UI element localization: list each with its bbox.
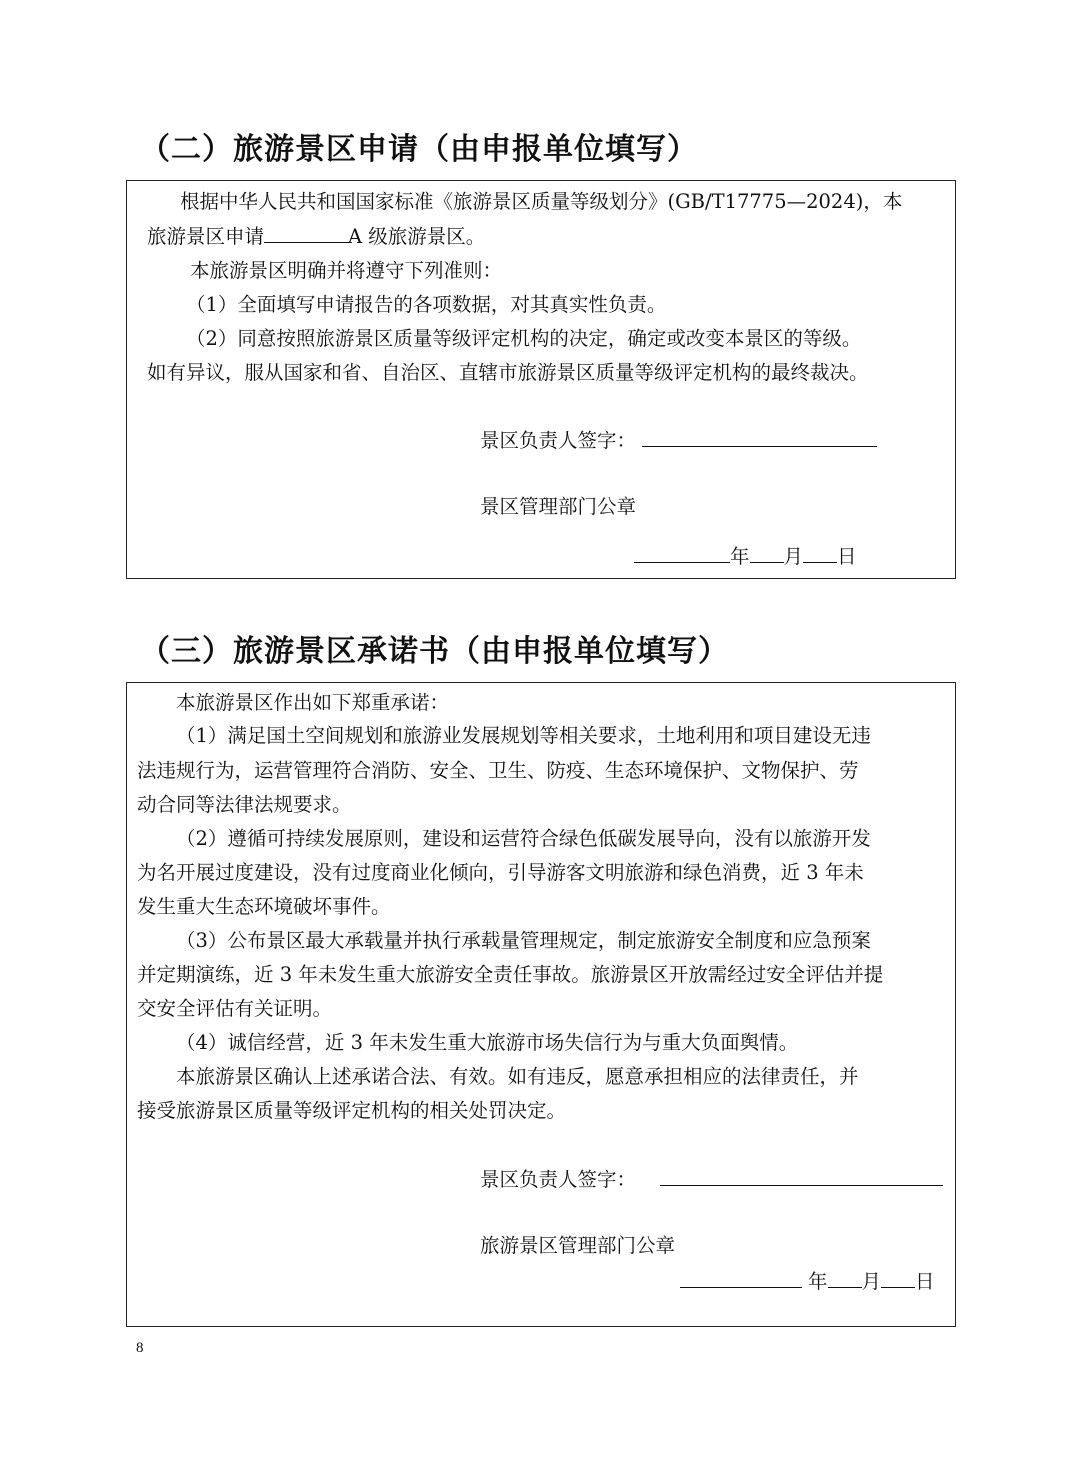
- application-seal-label: 景区管理部门公章: [480, 495, 637, 518]
- commitment-item-2-line-3: 发生重大生态环境破坏事件。: [137, 895, 391, 918]
- application-day-blank[interactable]: [803, 542, 837, 563]
- application-signature-label: 景区负责人签字：: [480, 429, 637, 452]
- application-date-row: [634, 542, 857, 571]
- application-paragraph-4-line-1: （2）同意按照旅游景区质量等级评定机构的决定，确定或改变本景区的等级。: [186, 327, 862, 350]
- section3-title: （三）旅游景区承诺书（由申报单位填写）: [140, 634, 729, 669]
- application-year-blank[interactable]: [634, 542, 730, 563]
- application-paragraph-4-line-2: 如有异议，服从国家和省、自治区、直辖市旅游景区质量等级评定机构的最终裁决。: [147, 361, 869, 384]
- month-label: 月: [783, 545, 804, 568]
- commitment-year-blank[interactable]: [680, 1267, 802, 1288]
- commitment-item-2-line-2: 为名开展过度建设，没有过度商业化倾向，引导游客文明旅游和绿色消费，近 3 年未: [137, 861, 864, 884]
- application-paragraph-2: 本旅游景区明确并将遵守下列准则：: [190, 259, 503, 282]
- application-paragraph-1-line-1: 根据中华人民共和国国家标准《旅游景区质量等级划分》(GB/T17775—2024)，本: [180, 190, 903, 213]
- commitment-day-label: 日: [915, 1270, 935, 1293]
- commitment-item-3-line-1: （3）公布景区最大承载量并执行承载量管理规定，制定旅游安全制度和应急预案: [176, 929, 871, 952]
- commitment-item-3-line-2: 并定期演练，近 3 年未发生重大旅游安全责任事故。旅游景区开放需经过安全评估并提: [137, 963, 884, 986]
- commitment-year-label: 年: [808, 1270, 828, 1293]
- commitment-item-1-line-1: （1）满足国土空间规划和旅游业发展规划等相关要求，土地利用和项目建设无违: [176, 724, 871, 747]
- section2-title: （二）旅游景区申请（由申报单位填写）: [140, 132, 698, 167]
- commitment-date-row: [680, 1267, 935, 1296]
- commitment-item-1-line-2: 法违规行为，运营管理符合消防、安全、卫生、防疫、生态环境保护、文物保护、劳: [137, 759, 859, 782]
- commitment-intro: 本旅游景区作出如下郑重承诺：: [176, 691, 450, 714]
- day-label: 日: [837, 545, 857, 568]
- grade-blank[interactable]: [264, 222, 348, 243]
- commitment-seal-label: 旅游景区管理部门公章: [480, 1234, 676, 1257]
- application-request-suffix: A 级旅游景区。: [348, 225, 486, 248]
- commitment-item-2-line-1: （2）遵循可持续发展原则，建设和运营符合绿色低碳发展导向，没有以旅游开发: [176, 827, 871, 850]
- commitment-item-3-line-3: 交安全评估有关证明。: [137, 997, 333, 1020]
- commitment-item-1-line-3: 动合同等法律法规要求。: [137, 793, 352, 816]
- year-label: 年: [730, 545, 750, 568]
- commitment-signature-label: 景区负责人签字：: [480, 1168, 637, 1191]
- commitment-month-blank[interactable]: [828, 1267, 862, 1288]
- commitment-day-blank[interactable]: [881, 1267, 915, 1288]
- commitment-confirm-line-1: 本旅游景区确认上述承诺合法、有效。如有违反，愿意承担相应的法律责任，并: [176, 1065, 859, 1088]
- application-signature-row: [480, 426, 877, 455]
- commitment-signature-row: [480, 1165, 943, 1194]
- application-paragraph-1-line-2: [147, 222, 485, 251]
- commitment-item-4: （4）诚信经营，近 3 年未发生重大旅游市场失信行为与重大负面舆情。: [176, 1031, 799, 1054]
- application-request-prefix: 旅游景区申请: [147, 225, 265, 248]
- page-number: 8: [136, 1340, 144, 1356]
- application-paragraph-3: （1）全面填写申请报告的各项数据，对其真实性负责。: [186, 293, 667, 316]
- commitment-signature-blank[interactable]: [660, 1165, 943, 1186]
- application-month-blank[interactable]: [750, 542, 784, 563]
- commitment-confirm-line-2: 接受旅游景区质量等级评定机构的相关处罚决定。: [137, 1099, 567, 1122]
- application-signature-blank[interactable]: [642, 426, 877, 447]
- commitment-month-label: 月: [861, 1270, 882, 1293]
